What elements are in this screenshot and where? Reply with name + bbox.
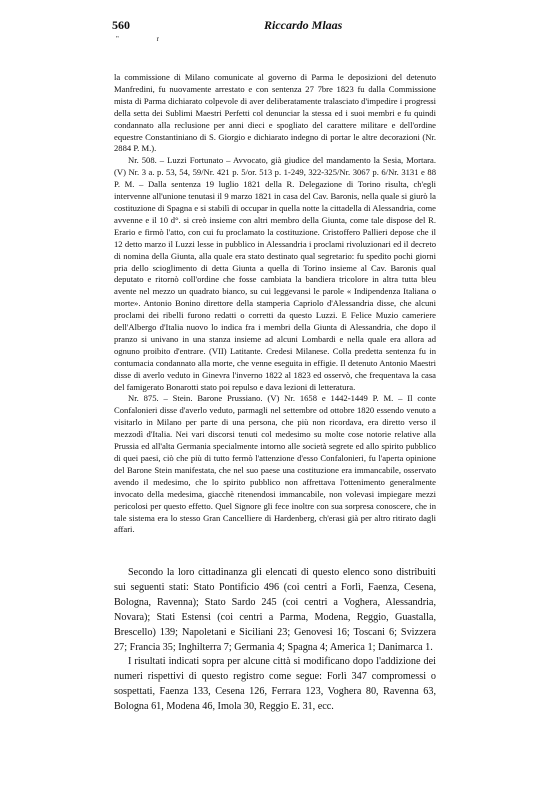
footnote-stein: Nr. 875. – Stein. Barone Prussiano. (V) Nr. 1658 e 1442-1449 P. M. – Il conte Confalonieri disse d'averlo veduto, parmagli nel settembre od ottobre 1820 essendo venuto a visitarlo in Milano per parte di una persona, che più non ricordava, era diretto verso il mezzodì d'Italia. Nei vari discorsi tenuti col medesimo su molte cose notorie relative alla Prussia ed all'alta Germania specialmente intorno alle società segrete ed allo spirito pubblico di quei paesi, ciò che più di tutto fermò l'attenzione d'esso Confalonieri, fu l'aperta opinione del Barone Stein manifestata, che nel suo paese una costituzione era immancabile, osservato avendo il medesimo, che lo spirito pubblico non affrettava l'ottenimento generalmente invocato della medesima, giacchè ritenendosi immancabile, non volevasi impiegare mezzi pericolosi per questo effetto. Quel Signore gli fece inoltre con sua sorpresa conoscere, che in tale sistema era lo stesso Gran Cancelliere di Hardenberg, ch'erasi già per altro ritirato dagli affari.	[114, 393, 436, 535]
header-marks: " r	[116, 35, 177, 43]
paragraph-results: I risultati indicati sopra per alcune città si modificano dopo l'addizione dei numeri rispettivi di questo registro come segue: Forlì 347 compromessi o sospettati, Faenza 133, Cesena 126, Ferrara 123, Voghera 80, Ravenna 63, Bologna 61, Modena 46, Imola 30, Reggio E. 31, ecc.	[114, 656, 436, 713]
footnote-continuation: la commissione di Milano comunicate al governo di Parma le deposizioni del detenuto Manfredini, fu nuovamente arrestato e con sentenza 27 7bre 1823 fu dalla Commissione mista di Parma dichiarato colpevole di aver deliberatamente tralasciato d'impedire i progressi della setta dei Sublimi Maestri Perfetti col denunciar la stessa ed i suoi membri e fu quindi condannato alla reclusione per anni dieci e spogliato del carattere militare e dell'ordine equestre Constantiniano di S. Giorgio e dichiarato indegno di portar le altre decorazioni (Nr. 2884 P. M.).	[114, 72, 436, 154]
running-title: Riccardo Mlaas	[264, 18, 343, 32]
paragraph-citizenship: Secondo la loro cittadinanza gli elencati di questo elenco sono distribuiti sui seguenti stati: Stato Pontificio 496 (coi centri a Forlì, Faenza, Cesena, Bologna, Ravenna); Stato Sardo 245 (coi centri a Voghera, Alessandria, Novara); Stati Estensi (coi centri a Parma, Modena, Reggio, Guastalla, Brescello) 139; Napoletani e Siciliani 23; Genovesi 16; Toscani 6; Svizzera 27; Francia 35; Inghilterra 7; Germania 4; Spagna 4; America 1; Danimarca 1.	[114, 567, 436, 653]
page-header	[112, 18, 434, 34]
page-number: 560	[112, 18, 130, 32]
main-text	[114, 566, 436, 715]
footnotes-block	[114, 72, 436, 536]
footnote-luzzi: Nr. 508. – Luzzi Fortunato – Avvocato, già giudice del mandamento la Sesia, Mortara. (V) Nr. 3 a. p. 53, 54, 59/Nr. 421 p. 5/or. 513 p. 1-249, 322-325/Nr. 3067 p. 6/Nr. 3131 e 88 P. M. – Dalla sentenza 19 luglio 1821 della R. Delegazione di Torino risulta, ch'egli intervenne all'unione tenutasi il 9 marzo 1821 in casa del Cav. Baronis, nella quale si giurò la costituzione di Spagna e si stabilì di occupar in quella notte la cittadella di Alessandria, come avvenne e il 10 d°. si creò insieme con altri membro della Giunta, come tale dispose del R. Erario e firmò l'atto, con cui fu proclamato la costituzione. Cristoffero Pallieri depose che il 12 detto marzo il Luzzi lesse in pubblico in Alessandria i proclami rivoluzionari ed il decreto di nomina della Giunta, alla quale era stato destinato qual segretario: fu spedito pochi giorni pria dello scioglimento di detta Giunta a quella di Torino insieme al Cav. Baronis qual deputato e ritornò coll'ordine che fosse cambiata la bandiera tricolore in altra tutta bleu avente nel mezzo un quadrato bianco, su cui leggevansi le parole « Indipendenza Italiana o morte». Antonio Bonino direttore della stamperia Capriolo d'Alessandria disse, che alcuni proclami dei ribelli furono redatti o corretti da questo Luzzi. E Felice Muzio cameriere dell'Albergo d'Italia nuovo lo indica fra i membri della Giunta di Alessandria, che dopo il pranzo si univano in una stanza insieme ad alcuni Lombardi e nella quale era allora ad ognuno proibito d'entrare. (VII) Latitante. Credesi Milanese. Colla predetta sentenza fu in contumacia condannato alla morte, che venne eseguita in effigie. Il detenuto Antonio Maestri disse di averlo veduto in Ginevra l'inverno 1822 al 1823 ed osservò, che frequentava la casa del famigerato Bonarotti stato poi repulso e dava lezioni di letteratura.	[114, 155, 436, 392]
